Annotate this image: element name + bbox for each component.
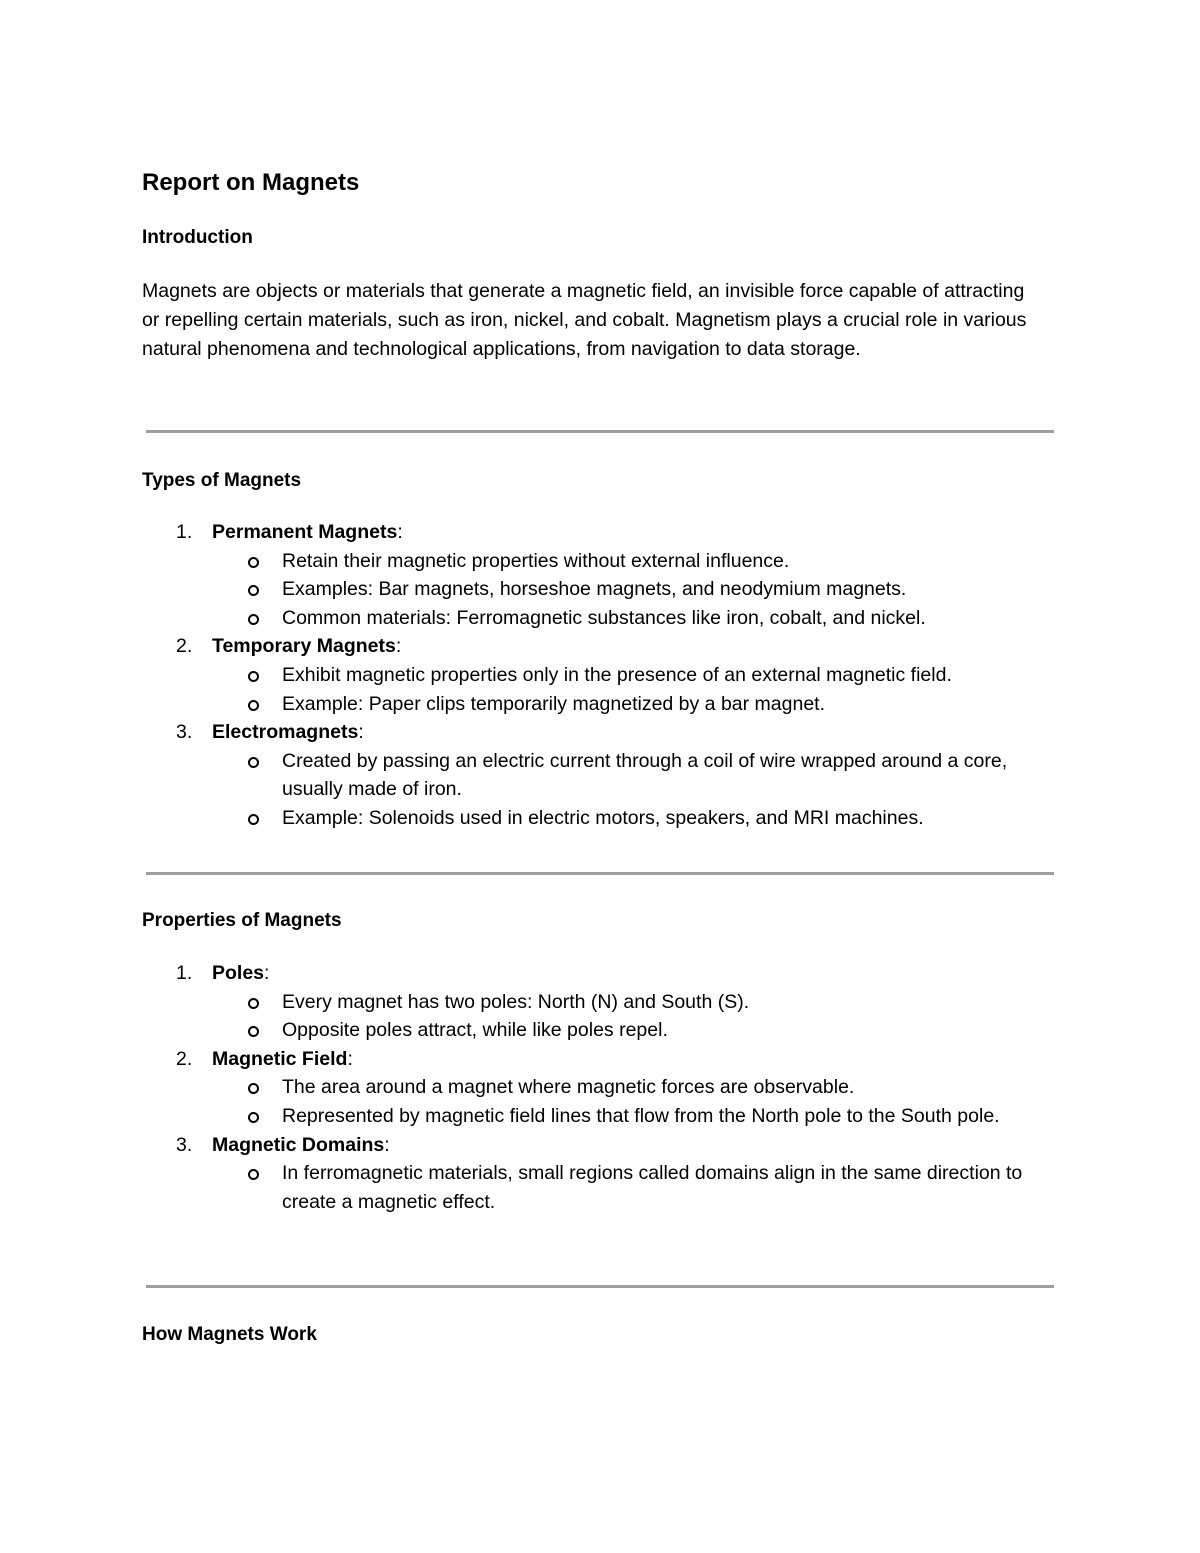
sub-list-item xyxy=(212,1073,1042,1102)
list-number: 1. xyxy=(176,521,193,543)
term-colon: : xyxy=(264,962,270,984)
sub-list-text: Every magnet has two poles: North (N) and South (S). xyxy=(282,990,750,1013)
section-divider xyxy=(146,872,1054,875)
sub-list-text: Represented by magnetic field lines that flow from the North pole to the South pole. xyxy=(282,1104,1000,1127)
sub-list-text: Retain their magnetic properties without external influence. xyxy=(282,549,790,572)
sub-list-text: Created by passing an electric current through a coil of wire wrapped around a core, usually made of iron. xyxy=(282,749,1008,801)
term-label: Poles xyxy=(212,962,265,984)
list-item xyxy=(142,959,1042,1045)
sub-list-item xyxy=(212,661,1042,690)
sub-list xyxy=(212,1159,1042,1216)
sub-list-text: Common materials: Ferromagnetic substances like iron, cobalt, and nickel. xyxy=(282,606,926,629)
hollow-circle-bullet-icon xyxy=(248,671,259,682)
list-item xyxy=(142,1045,1042,1131)
sub-list-text: Example: Paper clips temporarily magnetized by a bar magnet. xyxy=(282,692,826,715)
term-colon: : xyxy=(347,1047,353,1070)
list-number: 3. xyxy=(176,1133,193,1156)
sub-list-item xyxy=(212,547,1042,576)
sub-list-item xyxy=(212,604,1042,633)
hollow-circle-bullet-icon xyxy=(248,814,259,825)
list-item xyxy=(142,632,1042,718)
list-item xyxy=(142,1131,1042,1217)
properties-heading: Properties of Magnets xyxy=(142,910,342,931)
sub-list-text: Example: Solenoids used in electric motors, speakers, and MRI machines. xyxy=(282,806,924,829)
hollow-circle-bullet-icon xyxy=(248,1112,259,1123)
sub-list-text: Exhibit magnetic properties only in the presence of an external magnetic field. xyxy=(282,663,952,686)
introduction-paragraph: Magnets are objects or materials that generate a magnetic field, an invisible force capable of attracting or repelling certain materials, such as iron, nickel, and cobalt. Magnetism plays a crucial role in various natural phenomena and technological applications, from navigation to data storage. xyxy=(142,280,1027,360)
sub-list-text: The area around a magnet where magnetic forces are observable. xyxy=(282,1076,855,1099)
term-label: Magnetic Field xyxy=(212,1047,348,1070)
sub-list-item xyxy=(212,1159,1042,1216)
term-colon: : xyxy=(395,635,402,658)
term-label: Temporary Magnets xyxy=(212,635,396,658)
sub-list-item xyxy=(212,804,1042,833)
list-item xyxy=(142,718,1042,832)
sub-list-item xyxy=(212,988,1042,1017)
introduction-heading: Introduction xyxy=(142,227,253,248)
hollow-circle-bullet-icon xyxy=(248,998,259,1009)
sub-list-text: Opposite poles attract, while like poles repel. xyxy=(282,1019,668,1042)
sub-list-item xyxy=(212,747,1042,804)
types-list xyxy=(142,518,1042,833)
hollow-circle-bullet-icon xyxy=(248,614,259,625)
list-number: 1. xyxy=(176,962,193,984)
term-colon: : xyxy=(384,1133,390,1156)
sub-list xyxy=(212,1073,1042,1130)
list-item xyxy=(142,518,1042,632)
sub-list xyxy=(212,747,1042,833)
sub-list-item xyxy=(212,1102,1042,1131)
hollow-circle-bullet-icon xyxy=(248,585,259,596)
term-colon: : xyxy=(397,521,403,543)
sub-list xyxy=(212,547,1042,633)
how-magnets-work-heading: How Magnets Work xyxy=(142,1324,317,1345)
section-divider xyxy=(146,430,1054,433)
sub-list-item xyxy=(212,575,1042,604)
hollow-circle-bullet-icon xyxy=(248,557,259,568)
term-label: Electromagnets xyxy=(212,721,359,744)
term-label: Permanent Magnets xyxy=(212,521,398,543)
sub-list-text: In ferromagnetic materials, small regions called domains align in the same direction to create a magnetic effect. xyxy=(282,1162,1023,1213)
list-number: 3. xyxy=(176,721,193,744)
types-heading: Types of Magnets xyxy=(142,470,302,491)
sub-list-text: Examples: Bar magnets, horseshoe magnets, and neodymium magnets. xyxy=(282,578,907,601)
list-number: 2. xyxy=(176,1047,193,1070)
section-divider xyxy=(146,1285,1054,1288)
sub-list-item xyxy=(212,690,1042,719)
document-title: Report on Magnets xyxy=(142,169,360,196)
term-colon: : xyxy=(358,721,364,744)
term-label: Magnetic Domains xyxy=(212,1133,385,1156)
hollow-circle-bullet-icon xyxy=(248,1169,259,1180)
hollow-circle-bullet-icon xyxy=(248,757,259,768)
list-number: 2. xyxy=(176,635,193,658)
sub-list-item xyxy=(212,1016,1042,1045)
sub-list xyxy=(212,988,1042,1045)
hollow-circle-bullet-icon xyxy=(248,1026,259,1037)
hollow-circle-bullet-icon xyxy=(248,700,259,711)
properties-list xyxy=(142,959,1042,1216)
hollow-circle-bullet-icon xyxy=(248,1083,259,1094)
sub-list xyxy=(212,661,1042,718)
